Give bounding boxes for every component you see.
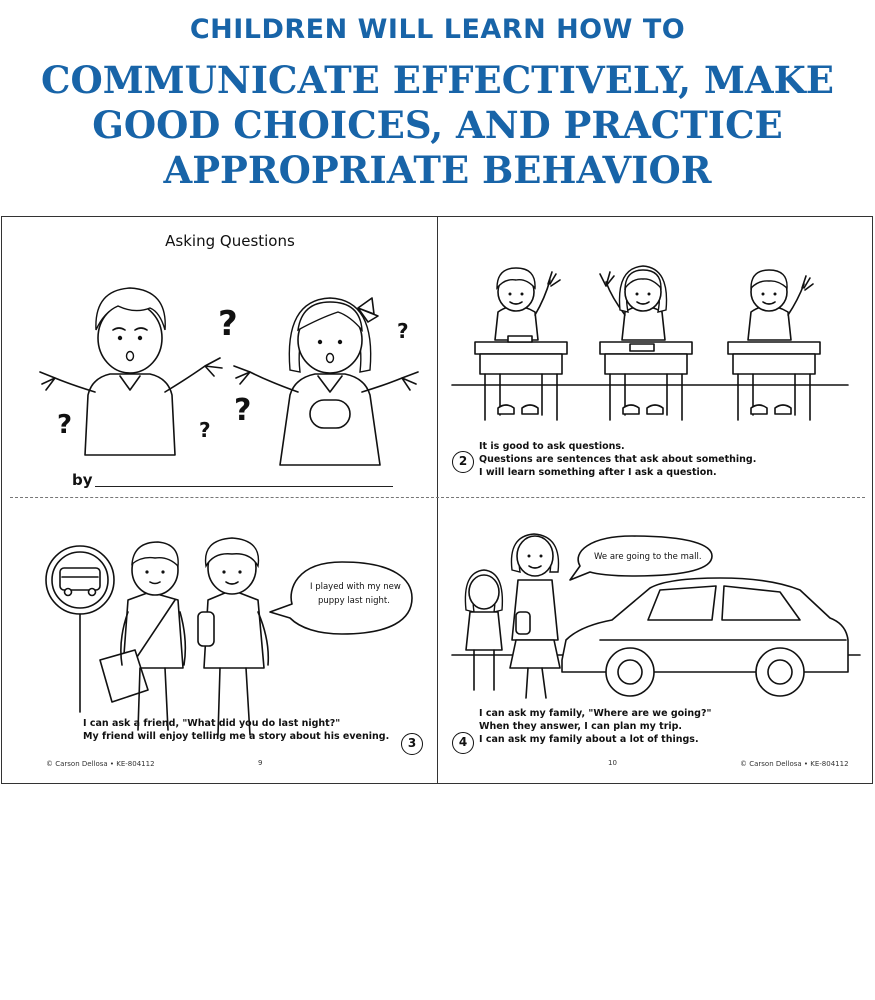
boy-with-backpack-illustration: [198, 538, 268, 735]
girl-shrugging-illustration: [234, 298, 418, 465]
car-illustration: [562, 578, 848, 696]
booklet-title: Asking Questions: [165, 232, 295, 250]
svg-text:?: ?: [199, 418, 211, 442]
footer-page-number-left: 9: [258, 759, 263, 767]
panel-2-line-2: Questions are sentences that ask about something.: [479, 454, 757, 465]
header-title-line-1: COMMUNICATE EFFECTIVELY, MAKE: [41, 58, 834, 102]
speech-bubble-panel-4: [570, 536, 712, 580]
classroom-desks-illustration: [452, 266, 848, 420]
speech-bubble-panel-3: [270, 562, 412, 634]
panel-4-line-2: When they answer, I can plan my trip.: [479, 721, 683, 732]
footer-page-number-right: 10: [608, 759, 617, 767]
panel-3-line-1: I can ask a friend, "What did you do last night?": [83, 718, 341, 729]
header-title-line-3: APPROPRIATE BEHAVIOR: [163, 148, 712, 192]
header-subtitle: CHILDREN WILL LEARN HOW TO: [189, 14, 686, 45]
page-number-badge-4: 4: [452, 732, 474, 754]
bubble-3-line-1: I played with my new: [310, 582, 401, 592]
bus-stop-sign-illustration: [46, 546, 114, 712]
svg-text:?: ?: [218, 304, 238, 344]
panel-4-line-1: I can ask my family, "Where are we going?": [479, 708, 712, 719]
page-number-badge-2: 2: [452, 451, 474, 473]
panel-3-caption: [83, 717, 389, 743]
panel-4-line-3: I can ask my family about a lot of things.: [479, 734, 699, 745]
panel-2-caption: [479, 440, 756, 479]
svg-text:?: ?: [397, 319, 409, 343]
svg-text:?: ?: [234, 393, 252, 428]
svg-text:?: ?: [57, 410, 73, 440]
header-title-line-2: GOOD CHOICES, AND PRACTICE: [92, 103, 783, 147]
panel-2-line-1: It is good to ask questions.: [479, 441, 625, 452]
author-name-line: [95, 486, 393, 487]
bubble-3-line-2: puppy last night.: [318, 596, 390, 606]
panel-4-caption: [479, 707, 711, 746]
author-by-label: by: [72, 471, 93, 489]
page-number-badge-3: 3: [401, 733, 423, 755]
panel-2-line-3: I will learn something after I ask a question.: [479, 467, 717, 478]
footer-copyright-left: © Carson Dellosa • KE-804112: [46, 760, 155, 768]
panel-3-line-2: My friend will enjoy telling me a story about his evening.: [83, 731, 390, 742]
bubble-4-line-1: We are going to the mall.: [594, 552, 702, 562]
footer-copyright-right: © Carson Dellosa • KE-804112: [740, 760, 849, 768]
